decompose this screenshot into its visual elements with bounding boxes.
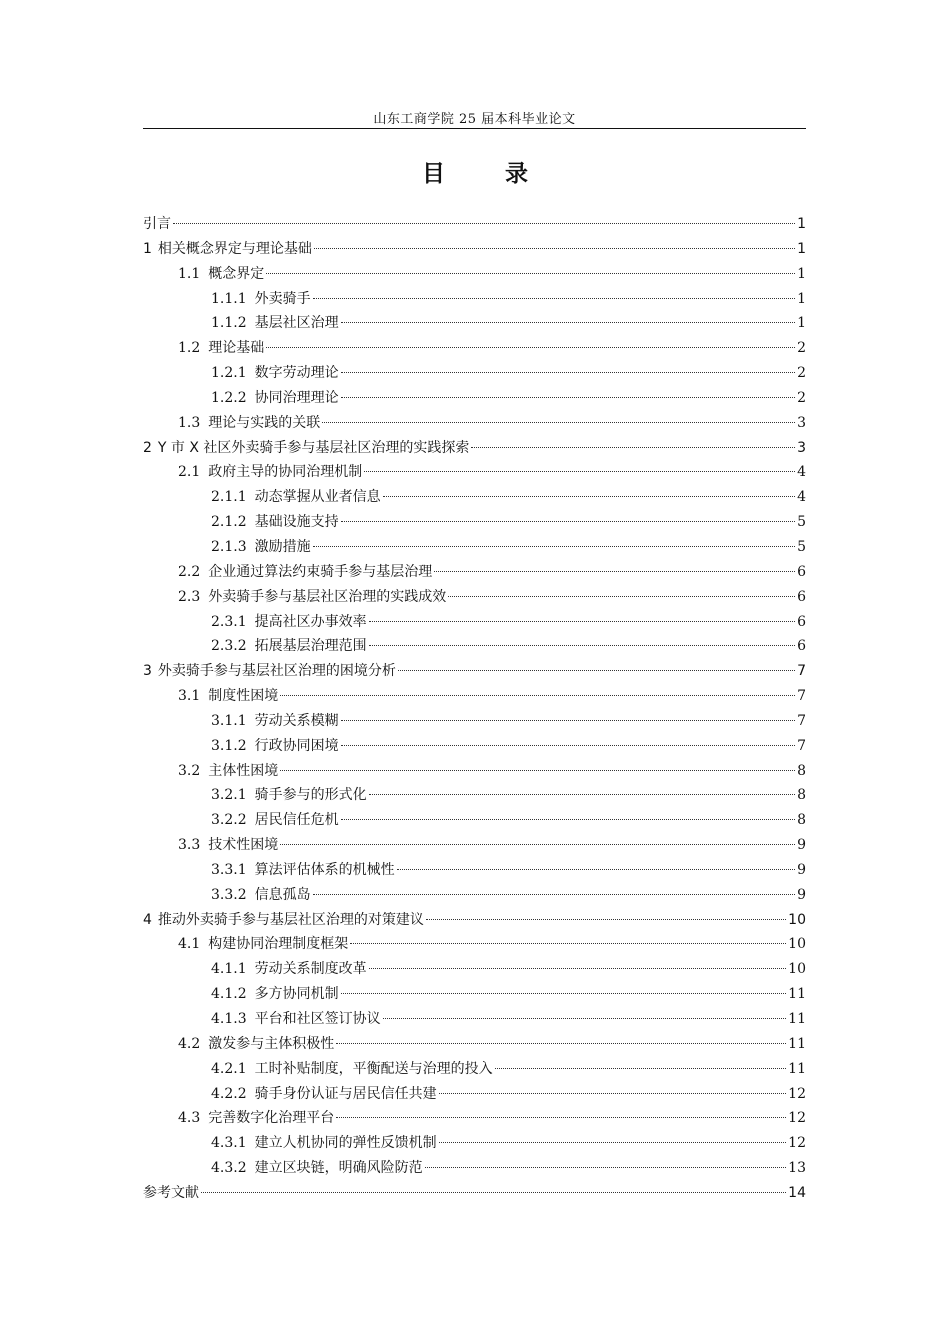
toc-entry[interactable] [143,1007,806,1032]
toc-entry-number: 3.3.1 [211,861,247,878]
dot-leader [336,1117,786,1118]
dot-leader [341,745,795,746]
toc-entry-title: 推动外卖骑手参与基层社区治理的对策建议 [157,911,424,928]
toc-entry-title: 骑手身份认证与居民信任共建 [254,1085,437,1102]
toc-entry-title: 动态掌握从业者信息 [254,489,381,506]
toc-entry-title: 协同治理理论 [254,389,339,406]
toc-entry[interactable] [143,262,806,287]
toc-entry-page: 2 [797,389,806,406]
dot-leader [280,695,795,696]
toc-entry[interactable] [143,709,806,734]
toc-entry-title: 平台和社区签订协议 [254,1011,381,1027]
toc-entry[interactable] [143,610,806,635]
toc-entry-title: 信息孤岛 [254,886,311,903]
toc-entry[interactable] [143,560,806,585]
toc-entry[interactable] [143,361,806,386]
toc-entry-page: 12 [788,1110,806,1127]
toc-entry[interactable] [143,336,806,361]
toc-entry-number: 1.1.2 [211,315,247,332]
toc-entry-number: 4.1.1 [211,961,247,978]
toc-entry-title: 行政协同困境 [254,737,339,754]
dot-leader [434,571,795,572]
toc-entry-number: 2 [143,439,152,456]
toc-entry[interactable] [143,485,806,510]
toc-entry[interactable] [143,1082,806,1107]
toc-entry-number: 2.2 [178,563,201,580]
toc-entry[interactable] [143,237,806,262]
dot-leader [313,894,795,895]
dot-leader [350,943,786,944]
toc-entry-title: 拓展基层治理范围 [254,638,367,655]
toc-entry-title: Y 市 X 社区外卖骑手参与基层社区治理的实践探索 [157,439,470,456]
toc-entry-page: 9 [797,861,806,878]
toc-entry-page: 1 [797,290,806,307]
toc-entry-number: 4.3.1 [211,1135,247,1152]
toc-entry-page: 7 [797,712,806,729]
toc-entry-title: 理论基础 [208,340,265,357]
toc-entry[interactable] [143,311,806,336]
toc-entry-page: 8 [797,762,806,779]
toc-entry[interactable] [143,1032,806,1057]
toc-entry-page: 8 [797,812,806,829]
toc-entry-page: 10 [788,936,806,953]
toc-entry[interactable] [143,1181,806,1206]
toc-entry-title: 外卖骑手参与基层社区治理的困境分析 [157,663,396,680]
dot-leader [336,1043,786,1044]
toc-entry[interactable] [143,957,806,982]
toc-entry-number: 1.2.1 [211,365,247,382]
toc-entry-number: 3.2.1 [211,787,247,804]
toc-entry-number: 2.1 [178,464,201,481]
toc-entry-number: 3 [143,663,152,680]
toc-entry[interactable] [143,411,806,436]
toc-entry-number: 3.2.2 [211,812,247,829]
dot-leader [439,1142,787,1143]
toc-title: 目 录 [421,161,554,187]
toc-entry-page: 6 [797,613,806,630]
toc-entry-page: 6 [797,588,806,605]
toc-entry-number: 1 [143,240,152,257]
toc-entry-number: 2.1.2 [211,514,247,531]
dot-leader [280,844,795,845]
toc-entry-title: 技术性困境 [208,837,279,854]
toc-entry-page: 5 [797,538,806,555]
toc-entry[interactable] [143,287,806,312]
toc-entry-title: 概念界定 [208,265,265,282]
dot-leader [341,372,795,373]
toc-entry[interactable] [143,1131,806,1156]
dot-leader [495,1068,787,1069]
toc-entry-page: 5 [797,514,806,531]
toc-entry-title: 基层社区治理 [254,315,339,332]
toc-entry-number: 1.2.2 [211,389,247,406]
dot-leader [266,273,795,274]
toc-entry-page: 3 [797,414,806,431]
toc-entry[interactable] [143,212,806,237]
toc-entry-title: 工时补贴制度，平衡配送与治理的投入 [254,1060,493,1077]
toc-entry[interactable] [143,783,806,808]
toc-entry-title: 居民信任危机 [254,812,339,829]
toc-entry[interactable] [143,1106,806,1131]
toc-entry-page: 2 [797,340,806,357]
toc-entry-number: 3.1.1 [211,712,247,729]
toc-entry-title: 参考文献 [143,1184,199,1201]
dot-leader [439,1093,787,1094]
toc-entry-title: 完善数字化治理平台 [208,1110,335,1127]
toc-entry-number: 1.1.1 [211,290,247,307]
toc-entry-number: 4.3 [178,1110,201,1127]
toc-entry-title: 外卖骑手 [254,290,311,307]
toc-entry[interactable] [143,808,806,833]
toc-entry-title: 提高社区办事效率 [254,613,367,630]
toc-entry-number: 4.1 [178,936,201,953]
toc-entry-page: 7 [797,737,806,754]
dot-leader [341,819,795,820]
toc-entry-number: 3.3.2 [211,886,247,903]
toc-entry[interactable] [143,585,806,610]
toc-entry[interactable] [143,386,806,411]
toc-entry-page: 7 [797,688,806,705]
dot-leader [369,794,795,795]
toc-entry-page: 6 [797,563,806,580]
dot-leader [341,397,795,398]
toc-entry-page: 4 [797,489,806,506]
dot-leader [426,919,786,920]
toc-entry-number: 2.3.1 [211,613,247,630]
dot-leader [369,645,795,646]
dot-leader [425,1167,787,1168]
toc-entry-title: 建立区块链，明确风险防范 [254,1160,423,1177]
dot-leader [313,298,795,299]
toc-entry-number: 3.3 [178,837,201,854]
toc-entry-page: 11 [788,1035,806,1052]
toc-entry-number: 1.1 [178,265,201,282]
toc-entry-page: 3 [797,439,806,456]
toc-entry[interactable] [143,982,806,1007]
toc-entry[interactable] [143,734,806,759]
table-of-contents [143,212,806,1206]
toc-entry-number: 3.1 [178,688,201,705]
toc-entry-page: 1 [797,315,806,332]
dot-leader [364,471,795,472]
dot-leader [313,546,795,547]
toc-entry-number: 2.3.2 [211,638,247,655]
dot-leader [341,720,795,721]
dot-leader [341,521,795,522]
toc-entry-page: 14 [788,1184,806,1201]
dot-leader [173,223,795,224]
toc-entry-title: 多方协同机制 [254,986,339,1003]
toc-entry-page: 1 [797,265,806,282]
toc-entry[interactable] [143,535,806,560]
toc-entry-number: 4.3.2 [211,1160,247,1177]
toc-entry-page: 9 [797,837,806,854]
dot-leader [266,347,795,348]
toc-entry-title: 劳动关系模糊 [254,712,339,729]
dot-leader [471,447,795,448]
toc-entry-page: 11 [788,1060,806,1077]
toc-entry-title: 算法评估体系的机械性 [254,861,395,878]
toc-entry-number: 4.2 [178,1035,201,1052]
toc-entry-title: 相关概念界定与理论基础 [157,240,312,257]
toc-entry-number: 2.1.3 [211,538,247,555]
toc-entry-page: 8 [797,787,806,804]
toc-entry-page: 1 [797,240,806,257]
toc-entry-title: 骑手参与的形式化 [254,787,367,804]
toc-entry[interactable] [143,908,806,933]
toc-entry-title: 数字劳动理论 [254,365,339,382]
page-header: 山东工商学院 25 届本科毕业论文 [373,112,576,127]
dot-leader [314,248,795,249]
toc-entry-title: 政府主导的协同治理机制 [208,464,363,481]
dot-leader [280,770,795,771]
toc-entry-title: 企业通过算法约束骑手参与基层治理 [208,563,433,580]
toc-entry-title: 制度性困境 [208,688,279,705]
toc-entry[interactable] [143,883,806,908]
toc-entry-number: 4 [143,911,152,928]
toc-entry[interactable] [143,634,806,659]
toc-entry-page: 7 [797,663,806,680]
toc-entry-page: 9 [797,886,806,903]
dot-leader [397,869,795,870]
toc-entry-page: 13 [788,1160,806,1177]
toc-entry-page: 6 [797,638,806,655]
toc-entry-title: 理论与实践的关联 [208,414,321,431]
dot-leader [369,968,787,969]
toc-entry-page: 2 [797,365,806,382]
toc-entry-number: 4.2.2 [211,1085,247,1102]
toc-entry-title: 基础设施支持 [254,514,339,531]
toc-entry-title: 劳动关系制度改革 [254,961,367,978]
toc-entry-number: 2.3 [178,588,201,605]
toc-entry-title: 引言 [143,216,171,232]
toc-entry-title: 主体性困境 [208,762,279,779]
header-rule [143,128,806,129]
toc-entry-number: 4.1.3 [211,1011,247,1027]
dot-leader [398,670,795,671]
toc-entry-page: 10 [788,961,806,978]
toc-entry[interactable] [143,833,806,858]
toc-entry[interactable] [143,858,806,883]
toc-entry-number: 4.1.2 [211,986,247,1003]
toc-entry-page: 12 [788,1135,806,1152]
toc-entry[interactable] [143,932,806,957]
dot-leader [322,422,795,423]
dot-leader [341,322,795,323]
toc-entry-number: 3.2 [178,762,201,779]
toc-entry-title: 激发参与主体积极性 [208,1035,335,1052]
toc-entry-title: 激励措施 [254,538,311,555]
toc-entry-title: 建立人机协同的弹性反馈机制 [254,1135,437,1152]
toc-entry[interactable] [143,460,806,485]
toc-entry-number: 1.3 [178,414,201,431]
toc-entry-page: 11 [788,986,806,1003]
toc-entry[interactable] [143,659,806,684]
dot-leader [383,1018,787,1019]
toc-entry-number: 1.2 [178,340,201,357]
toc-entry[interactable] [143,436,806,461]
toc-entry[interactable] [143,510,806,535]
toc-entry[interactable] [143,759,806,784]
dot-leader [448,596,795,597]
toc-entry-number: 2.1.1 [211,489,247,506]
toc-entry-page: 11 [788,1011,806,1027]
toc-entry[interactable] [143,1156,806,1181]
toc-entry[interactable] [143,684,806,709]
dot-leader [341,993,787,994]
toc-entry-page: 1 [797,216,806,232]
dot-leader [383,496,795,497]
dot-leader [369,621,795,622]
toc-entry-number: 4.2.1 [211,1060,247,1077]
dot-leader [201,1192,786,1193]
toc-entry[interactable] [143,1057,806,1082]
toc-entry-page: 4 [797,464,806,481]
toc-entry-title: 外卖骑手参与基层社区治理的实践成效 [208,588,447,605]
toc-entry-page: 10 [788,911,806,928]
toc-entry-title: 构建协同治理制度框架 [208,936,349,953]
toc-entry-number: 3.1.2 [211,737,247,754]
toc-entry-page: 12 [788,1085,806,1102]
